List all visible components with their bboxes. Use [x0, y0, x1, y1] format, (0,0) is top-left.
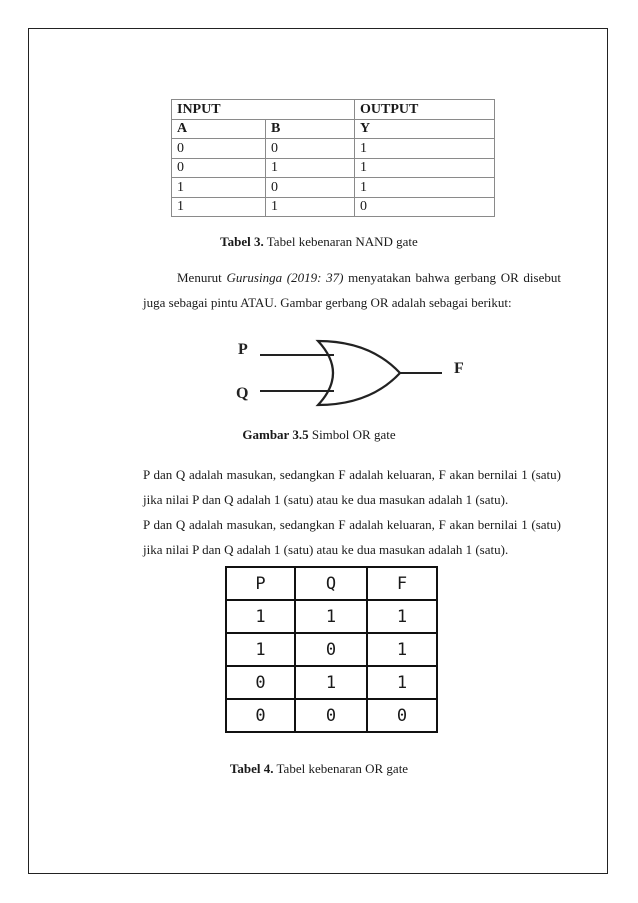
or-cell: 1 — [367, 600, 437, 633]
nand-output-header: OUTPUT — [355, 100, 495, 120]
nand-col-a: A — [172, 119, 266, 139]
nand-cell: 0 — [172, 158, 266, 178]
citation: Gurusinga (2019: 37) — [226, 270, 344, 285]
nand-truth-table — [171, 99, 495, 217]
nand-cell: 0 — [266, 178, 355, 198]
or-cell: 0 — [295, 633, 367, 666]
nand-column-header-row — [172, 119, 495, 139]
or-cell: 1 — [367, 666, 437, 699]
nand-col-b: B — [266, 119, 355, 139]
or-cell: 0 — [295, 699, 367, 732]
gate-input-q-label: Q — [236, 385, 249, 402]
or-cell: 0 — [226, 666, 295, 699]
gate-caption — [0, 427, 638, 443]
nand-col-y: Y — [355, 119, 495, 139]
or-cell: 0 — [367, 699, 437, 732]
or-gate-body — [318, 341, 400, 405]
or-cell: 1 — [226, 600, 295, 633]
table-row — [226, 666, 437, 699]
nand-table-caption — [0, 234, 638, 250]
nand-cell: 1 — [172, 197, 266, 217]
nand-cell: 1 — [355, 139, 495, 159]
nand-cell: 0 — [266, 139, 355, 159]
explanation-paragraph-2: P dan Q adalah masukan, sedangkan F adalah keluaran, F akan bernilai 1 (satu) jika nilai P dan Q adalah 1 (satu) atau ke dua masukan adalah 1 (satu). — [143, 517, 561, 557]
or-cell: 0 — [226, 699, 295, 732]
or-cell: 1 — [295, 666, 367, 699]
intro-lead: Menurut — [177, 270, 227, 285]
explanation-paragraphs — [143, 462, 561, 562]
caption-text: Tabel kebenaran OR gate — [273, 761, 409, 776]
or-cell: 1 — [226, 633, 295, 666]
intro-rest: menyatakan bahwa gerbang OR disebut juga sebagai pintu ATAU. Gambar gerbang OR adalah sebagai berikut: — [143, 270, 561, 310]
nand-group-header-row — [172, 100, 495, 120]
caption-text: Tabel kebenaran NAND gate — [263, 234, 418, 249]
table-row — [226, 600, 437, 633]
table-row — [172, 158, 495, 178]
table-row — [172, 139, 495, 159]
or-gate-symbol — [230, 336, 480, 416]
table-row — [172, 178, 495, 198]
nand-cell: 0 — [355, 197, 495, 217]
caption-label: Tabel 4. — [229, 761, 274, 776]
nand-input-header: INPUT — [172, 100, 355, 120]
or-cell: 1 — [367, 633, 437, 666]
caption-label: Gambar 3.5 — [242, 427, 309, 442]
or-cell: 1 — [295, 600, 367, 633]
or-header-row — [226, 567, 437, 600]
or-col-p: P — [226, 567, 295, 600]
explanation-paragraph-1: P dan Q adalah masukan, sedangkan F adalah keluaran, F akan bernilai 1 (satu) jika nilai P dan Q adalah 1 (satu) atau ke dua masukan adalah 1 (satu). — [143, 467, 561, 507]
caption-label: Tabel 3. — [220, 234, 264, 249]
or-col-f: F — [367, 567, 437, 600]
or-table-caption — [0, 761, 638, 777]
nand-cell: 1 — [355, 158, 495, 178]
or-truth-table — [225, 566, 438, 733]
gate-output-f-label: F — [454, 360, 464, 377]
nand-cell: 1 — [266, 197, 355, 217]
caption-text: Simbol OR gate — [308, 427, 396, 442]
or-col-q: Q — [295, 567, 367, 600]
nand-cell: 1 — [172, 178, 266, 198]
table-row — [226, 699, 437, 732]
table-row — [172, 197, 495, 217]
table-row — [226, 633, 437, 666]
nand-cell: 0 — [172, 139, 266, 159]
nand-cell: 1 — [266, 158, 355, 178]
gate-input-p-label: P — [238, 341, 248, 358]
intro-paragraph — [143, 265, 561, 315]
nand-cell: 1 — [355, 178, 495, 198]
